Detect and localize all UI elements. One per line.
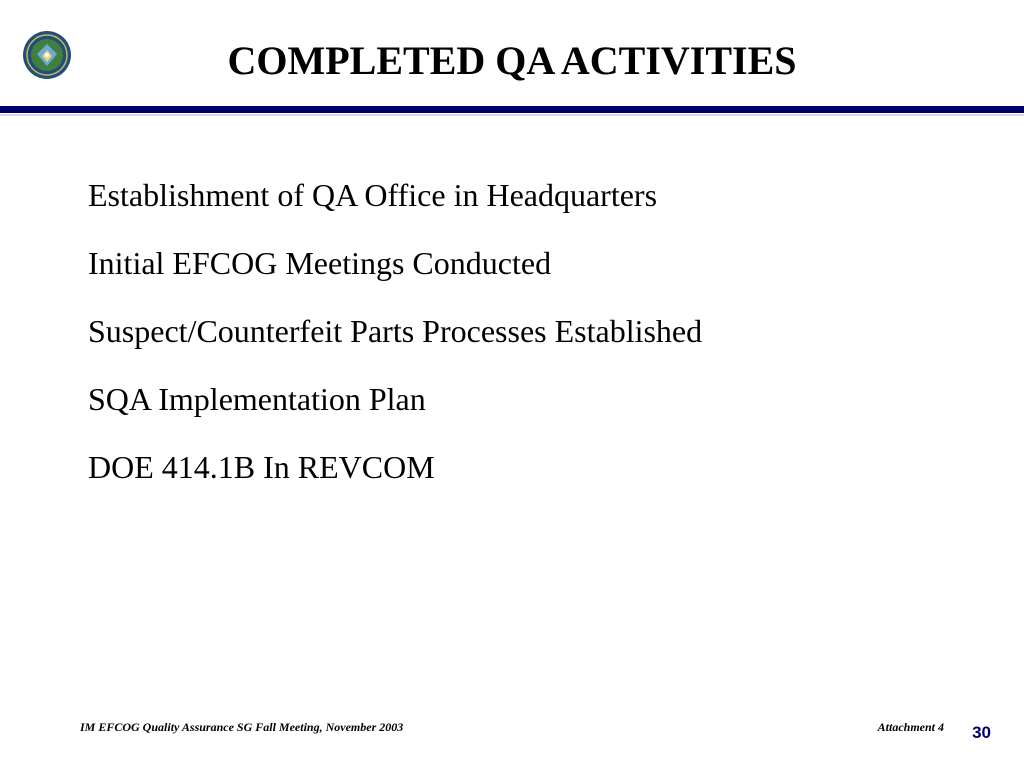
list-item: Suspect/Counterfeit Parts Processes Established: [88, 313, 703, 349]
list-item: DOE 414.1B In REVCOM: [88, 449, 435, 485]
activity-list: [88, 178, 702, 518]
footer-meeting-info: IM EFCOG Quality Assurance SG Fall Meeting, November 2003: [80, 720, 404, 734]
title-divider-shadow: [0, 114, 1024, 116]
title-divider: [0, 106, 1024, 113]
list-item: Establishment of QA Office in Headquarters: [88, 177, 658, 213]
footer-attachment: Attachment 4: [877, 720, 944, 734]
slide-title: COMPLETED QA ACTIVITIES: [227, 38, 797, 83]
list-item: SQA Implementation Plan: [88, 381, 426, 417]
page-number: 30: [972, 723, 991, 742]
list-item: Initial EFCOG Meetings Conducted: [88, 245, 552, 281]
